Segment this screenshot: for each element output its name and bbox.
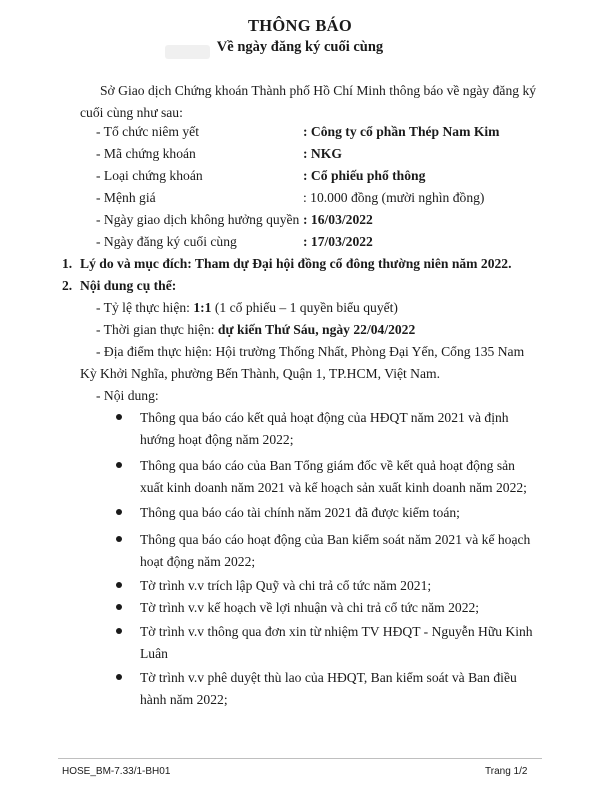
info-label: - Mã chứng khoán xyxy=(96,146,196,161)
agenda-text-cont: hành năm 2022; xyxy=(140,692,228,707)
info-row xyxy=(0,212,600,234)
agenda-text: Tờ trình v.v phê duyệt thù lao của HĐQT, Ban kiểm soát và Ban điều xyxy=(140,670,517,685)
agenda-item xyxy=(116,407,562,451)
agenda-text: Thông qua báo cáo của Ban Tổng giám đốc về kết quả hoạt động sản xyxy=(140,458,515,473)
section-1-heading xyxy=(62,256,512,272)
ratio-value: 1:1 xyxy=(193,300,212,315)
content-label: - Nội dung: xyxy=(96,388,159,403)
bullet-icon xyxy=(116,509,122,515)
agenda-text-cont: hướng hoạt động năm 2022; xyxy=(140,432,294,447)
info-row xyxy=(0,124,600,146)
agenda-item xyxy=(116,667,562,711)
agenda-text-cont: xuất kinh doanh năm 2021 và kế hoạch sản xuất kinh doanh năm 2022; xyxy=(140,480,527,495)
bullet-icon xyxy=(116,536,122,542)
agenda-text-cont: Luân xyxy=(140,646,168,661)
place-line xyxy=(80,341,546,385)
info-value: : Công ty cổ phần Thép Nam Kim xyxy=(303,124,500,139)
info-value: : 16/03/2022 xyxy=(303,212,373,227)
document-title: THÔNG BÁO xyxy=(247,16,352,35)
info-value: : NKG xyxy=(303,146,342,161)
bullet-icon xyxy=(116,582,122,588)
bullet-icon xyxy=(116,604,122,610)
bullet-icon xyxy=(116,628,122,634)
time-value: dự kiến Thứ Sáu, ngày 22/04/2022 xyxy=(217,322,416,337)
document-subtitle: Về ngày đăng ký cuối cùng xyxy=(216,39,384,55)
agenda-text: Thông qua báo cáo kết quả hoạt động của HĐQT năm 2021 và định xyxy=(140,410,509,425)
info-label: - Tổ chức niêm yết xyxy=(96,124,199,139)
info-row xyxy=(0,190,600,212)
info-label: - Ngày đăng ký cuối cùng xyxy=(96,234,237,249)
info-row xyxy=(0,168,600,190)
agenda-item xyxy=(116,502,562,524)
agenda-text: Tờ trình v.v trích lập Quỹ và chi trả cổ tức năm 2021; xyxy=(140,578,432,593)
agenda-item xyxy=(116,575,562,597)
section-2-heading xyxy=(62,278,176,294)
agenda-item xyxy=(116,529,562,573)
ratio-label: - Tỷ lệ thực hiện: xyxy=(96,300,194,315)
agenda-text-cont: hoạt động năm 2022; xyxy=(140,554,256,569)
info-value: : Cổ phiếu phổ thông xyxy=(303,168,426,183)
info-label: - Loại chứng khoán xyxy=(96,168,203,183)
info-value: : 10.000 đồng (mười nghìn đồng) xyxy=(303,190,485,205)
agenda-item xyxy=(116,597,562,619)
info-row xyxy=(0,146,600,168)
agenda-item xyxy=(116,455,562,499)
info-row xyxy=(0,234,600,256)
ratio-note: (1 cổ phiếu – 1 quyền biểu quyết) xyxy=(211,300,398,315)
info-label: - Mệnh giá xyxy=(96,190,156,205)
section-number: 1. xyxy=(62,256,73,271)
agenda-text: Thông qua báo cáo tài chính năm 2021 đã được kiểm toán; xyxy=(140,505,460,520)
place-line-1: - Địa điểm thực hiện: Hội trường Thống Nhất, Phòng Đại Yến, Cổng 135 Nam xyxy=(96,344,525,359)
intro-paragraph: Sở Giao dịch Chứng khoán Thành phố Hồ Chí Minh thông báo về ngày đăng ký cuối cùng như sau: xyxy=(80,83,537,120)
time-label: - Thời gian thực hiện: xyxy=(96,322,218,337)
form-code: HOSE_BM-7.33/1-BH01 xyxy=(62,766,171,777)
agenda-item xyxy=(116,621,562,665)
agenda-text: Thông qua báo cáo hoạt động của Ban kiểm soát năm 2021 và kế hoạch xyxy=(140,532,531,547)
bullet-icon xyxy=(116,674,122,680)
page-number: Trang 1/2 xyxy=(485,766,528,777)
section-number: 2. xyxy=(62,278,73,293)
bullet-icon xyxy=(116,462,122,468)
agenda-text: Tờ trình v.v kế hoạch về lợi nhuận và chi trả cổ tức năm 2022; xyxy=(140,600,480,615)
ratio-line xyxy=(96,297,546,319)
section-text: Lý do và mục đích: Tham dự Đại hội đồng cổ đông thường niên năm 2022. xyxy=(80,256,512,271)
place-line-2: Kỳ Khởi Nghĩa, phường Bến Thành, Quận 1, TP.HCM, Việt Nam. xyxy=(80,366,441,381)
section-text: Nội dung cụ thể: xyxy=(80,278,177,293)
info-label: - Ngày giao dịch không hưởng quyền xyxy=(96,212,300,227)
agenda-text: Tờ trình v.v thông qua đơn xin từ nhiệm TV HĐQT - Nguyễn Hữu Kinh xyxy=(140,624,533,639)
time-line xyxy=(96,319,546,341)
bullet-icon xyxy=(116,414,122,420)
footer-divider xyxy=(58,758,542,759)
info-value: : 17/03/2022 xyxy=(303,234,373,249)
